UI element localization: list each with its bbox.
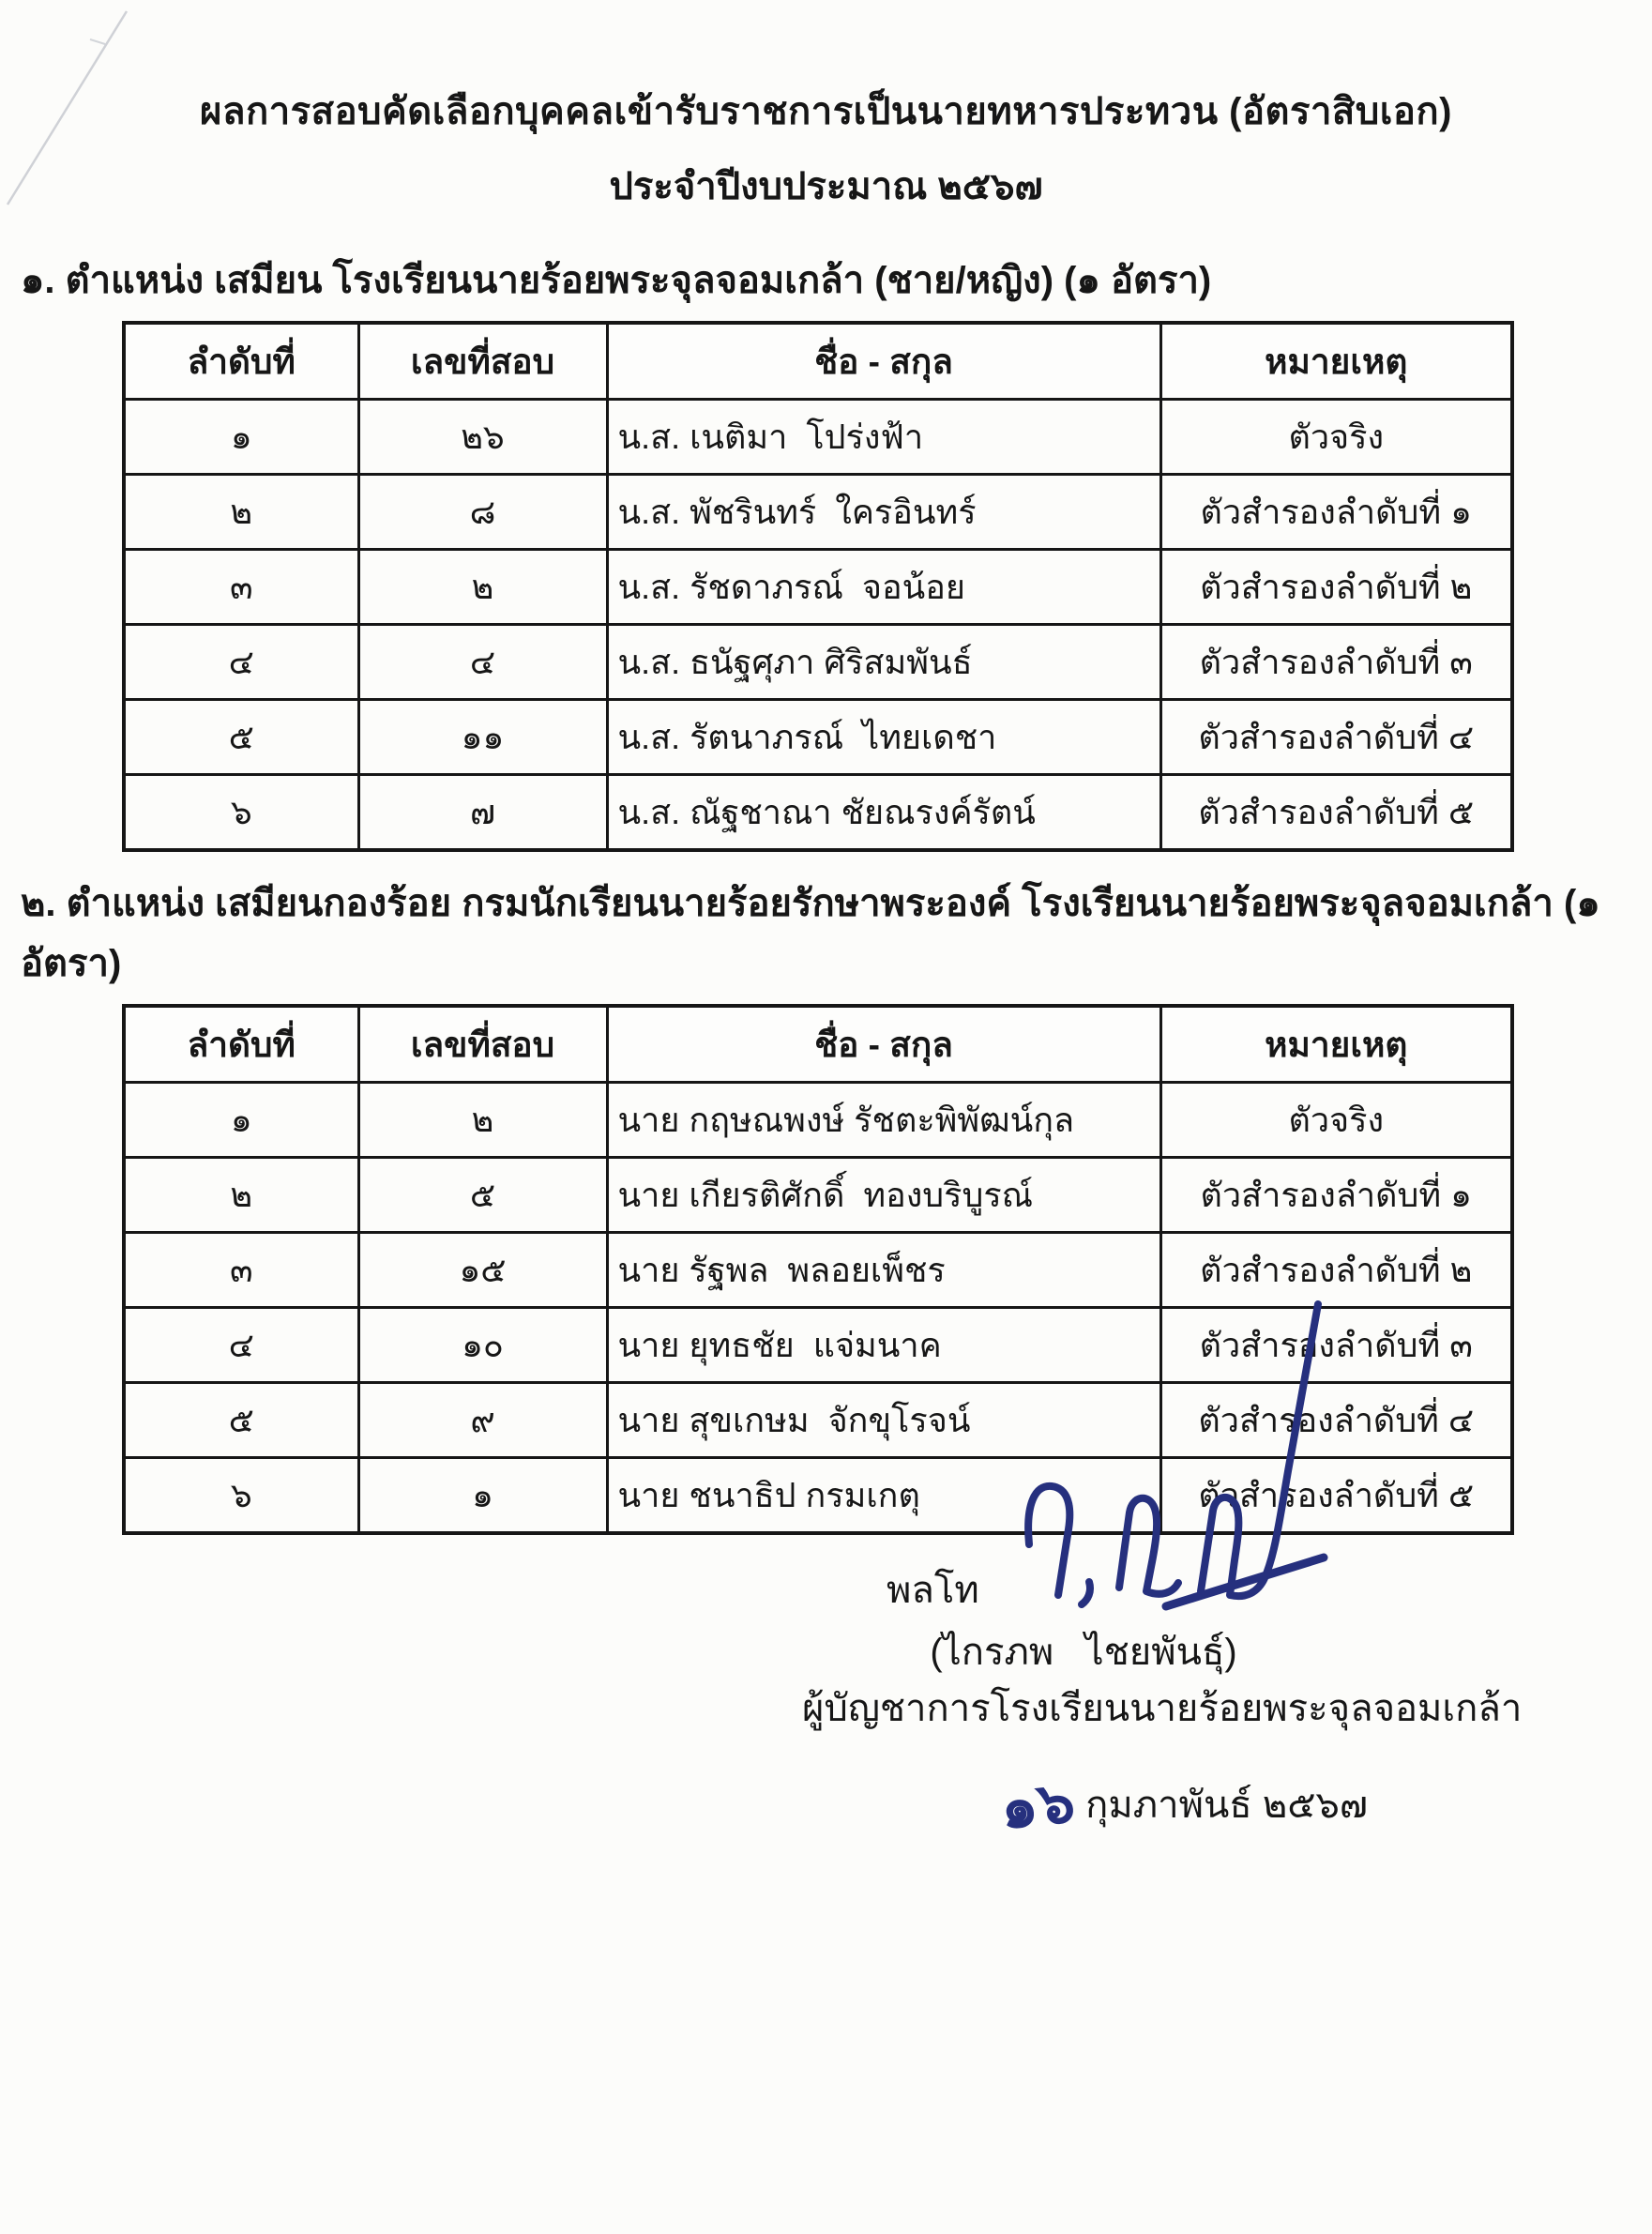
cell-exam-number: ๒ xyxy=(358,1083,607,1158)
document-subtitle: ประจำปีงบประมาณ ๒๕๖๗ xyxy=(609,166,1043,207)
cell-order: ๓ xyxy=(124,550,358,625)
cell-remark: ตัวสำรองลำดับที่ ๓ xyxy=(1160,625,1512,700)
cell-exam-number: ๑๕ xyxy=(358,1233,607,1308)
cell-order: ๑ xyxy=(124,400,358,475)
cell-name: น.ส. ธนัฐศุภา ศิริสมพันธ์ xyxy=(607,625,1160,700)
date-month-year: กุมภาพันธ์ ๒๕๖๗ xyxy=(1085,1785,1368,1826)
cell-order: ๒ xyxy=(124,1158,358,1233)
header-cell-name: ชื่อ - สกุล xyxy=(607,323,1160,400)
cell-order: ๔ xyxy=(124,625,358,700)
table-row xyxy=(124,1383,1512,1458)
cell-exam-number: ๑๑ xyxy=(358,700,607,775)
cell-exam-number: ๒ xyxy=(358,550,607,625)
header-cell-remark: หมายเหตุ xyxy=(1160,323,1512,400)
results-table-2 xyxy=(122,1004,1514,1535)
table-row xyxy=(124,400,1512,475)
table-row xyxy=(124,1308,1512,1383)
cell-name: น.ส. พัชรินทร์ ใครอินทร์ xyxy=(607,475,1160,550)
cell-name: น.ส. เนติมา โปร่งฟ้า xyxy=(607,400,1160,475)
cell-name: นาย รัฐพล พลอยเพ็ชร xyxy=(607,1233,1160,1308)
document-title: ผลการสอบคัดเลือกบุคคลเข้ารับราชการเป็นนายทหารประทวน (อัตราสิบเอก) xyxy=(200,91,1452,132)
cell-order: ๕ xyxy=(124,1383,358,1458)
header-cell-order: ลำดับที่ xyxy=(124,323,358,400)
cell-order: ๓ xyxy=(124,1233,358,1308)
cell-remark: ตัวสำรองลำดับที่ ๒ xyxy=(1160,550,1512,625)
cell-order: ๒ xyxy=(124,475,358,550)
cell-exam-number: ๘ xyxy=(358,475,607,550)
table-row xyxy=(124,1158,1512,1233)
cell-exam-number: ๕ xyxy=(358,1158,607,1233)
cell-remark: ตัวสำรองลำดับที่ ๕ xyxy=(1160,775,1512,851)
cell-remark: ตัวสำรองลำดับที่ ๕ xyxy=(1160,1458,1512,1534)
cell-name: นาย ชนาธิป กรมเกตุ xyxy=(607,1458,1160,1534)
table-row xyxy=(124,700,1512,775)
cell-exam-number: ๒๖ xyxy=(358,400,607,475)
table-row xyxy=(124,1458,1512,1534)
cell-order: ๖ xyxy=(124,775,358,851)
header-cell-name: ชื่อ - สกุล xyxy=(607,1006,1160,1083)
table-row xyxy=(124,1233,1512,1308)
cell-remark: ตัวสำรองลำดับที่ ๔ xyxy=(1160,700,1512,775)
table-1-header-row xyxy=(124,323,1512,400)
cell-exam-number: ๔ xyxy=(358,625,607,700)
header-cell-order: ลำดับที่ xyxy=(124,1006,358,1083)
section-2-heading: ๒. ตำแหน่ง เสมียนกองร้อย กรมนักเรียนนายร้อยรักษาพระองค์ โรงเรียนนายร้อยพระจุลจอมเกล้า (๑ อัตรา) xyxy=(21,883,1611,984)
cell-name: นาย ยุทธชัย แจ่มนาค xyxy=(607,1308,1160,1383)
section-1-heading: ๑. ตำแหน่ง เสมียน โรงเรียนนายร้อยพระจุลจอมเกล้า (ชาย/หญิง) (๑ อัตรา) xyxy=(21,260,1212,301)
cell-name: นาย เกียรติศักดิ์ ทองบริบูรณ์ xyxy=(607,1158,1160,1233)
cell-remark: ตัวจริง xyxy=(1160,400,1512,475)
table-row xyxy=(124,775,1512,851)
cell-order: ๑ xyxy=(124,1083,358,1158)
cell-name: น.ส. รัชดาภรณ์ จอน้อย xyxy=(607,550,1160,625)
header-cell-remark: หมายเหตุ xyxy=(1160,1006,1512,1083)
cell-remark: ตัวสำรองลำดับที่ ๓ xyxy=(1160,1308,1512,1383)
cell-remark: ตัวจริง xyxy=(1160,1083,1512,1158)
signer-name: (ไกรภพ ไชยพันธุ์) xyxy=(930,1632,1237,1673)
handwritten-date-day: ๑๖ xyxy=(997,1770,1079,1842)
cell-remark: ตัวสำรองลำดับที่ ๒ xyxy=(1160,1233,1512,1308)
signature-date xyxy=(959,1732,1368,1877)
cell-exam-number: ๙ xyxy=(358,1383,607,1458)
cell-name: นาย กฤษณพงษ์ รัชตะพิพัฒน์กุล xyxy=(607,1083,1160,1158)
cell-name: นาย สุขเกษม จักขุโรจน์ xyxy=(607,1383,1160,1458)
cell-order: ๖ xyxy=(124,1458,358,1534)
table-row xyxy=(124,550,1512,625)
table-2-header-row xyxy=(124,1006,1512,1083)
cell-exam-number: ๑ xyxy=(358,1458,607,1534)
cell-remark: ตัวสำรองลำดับที่ ๑ xyxy=(1160,1158,1512,1233)
header-cell-exam-number: เลขที่สอบ xyxy=(358,1006,607,1083)
cell-exam-number: ๑๐ xyxy=(358,1308,607,1383)
cell-name: น.ส. รัตนาภรณ์ ไทยเดชา xyxy=(607,700,1160,775)
header-cell-exam-number: เลขที่สอบ xyxy=(358,323,607,400)
table-row xyxy=(124,1083,1512,1158)
results-table-1 xyxy=(122,321,1514,852)
table-row xyxy=(124,475,1512,550)
cell-remark: ตัวสำรองลำดับที่ ๑ xyxy=(1160,475,1512,550)
cell-name: น.ส. ณัฐชาณา ชัยณรงค์รัตน์ xyxy=(607,775,1160,851)
cell-order: ๔ xyxy=(124,1308,358,1383)
cell-order: ๕ xyxy=(124,700,358,775)
table-row xyxy=(124,625,1512,700)
signer-position: ผู้บัญชาการโรงเรียนนายร้อยพระจุลจอมเกล้า xyxy=(802,1688,1523,1729)
cell-remark: ตัวสำรองลำดับที่ ๔ xyxy=(1160,1383,1512,1458)
cell-exam-number: ๗ xyxy=(358,775,607,851)
signer-rank: พลโท xyxy=(887,1570,979,1611)
